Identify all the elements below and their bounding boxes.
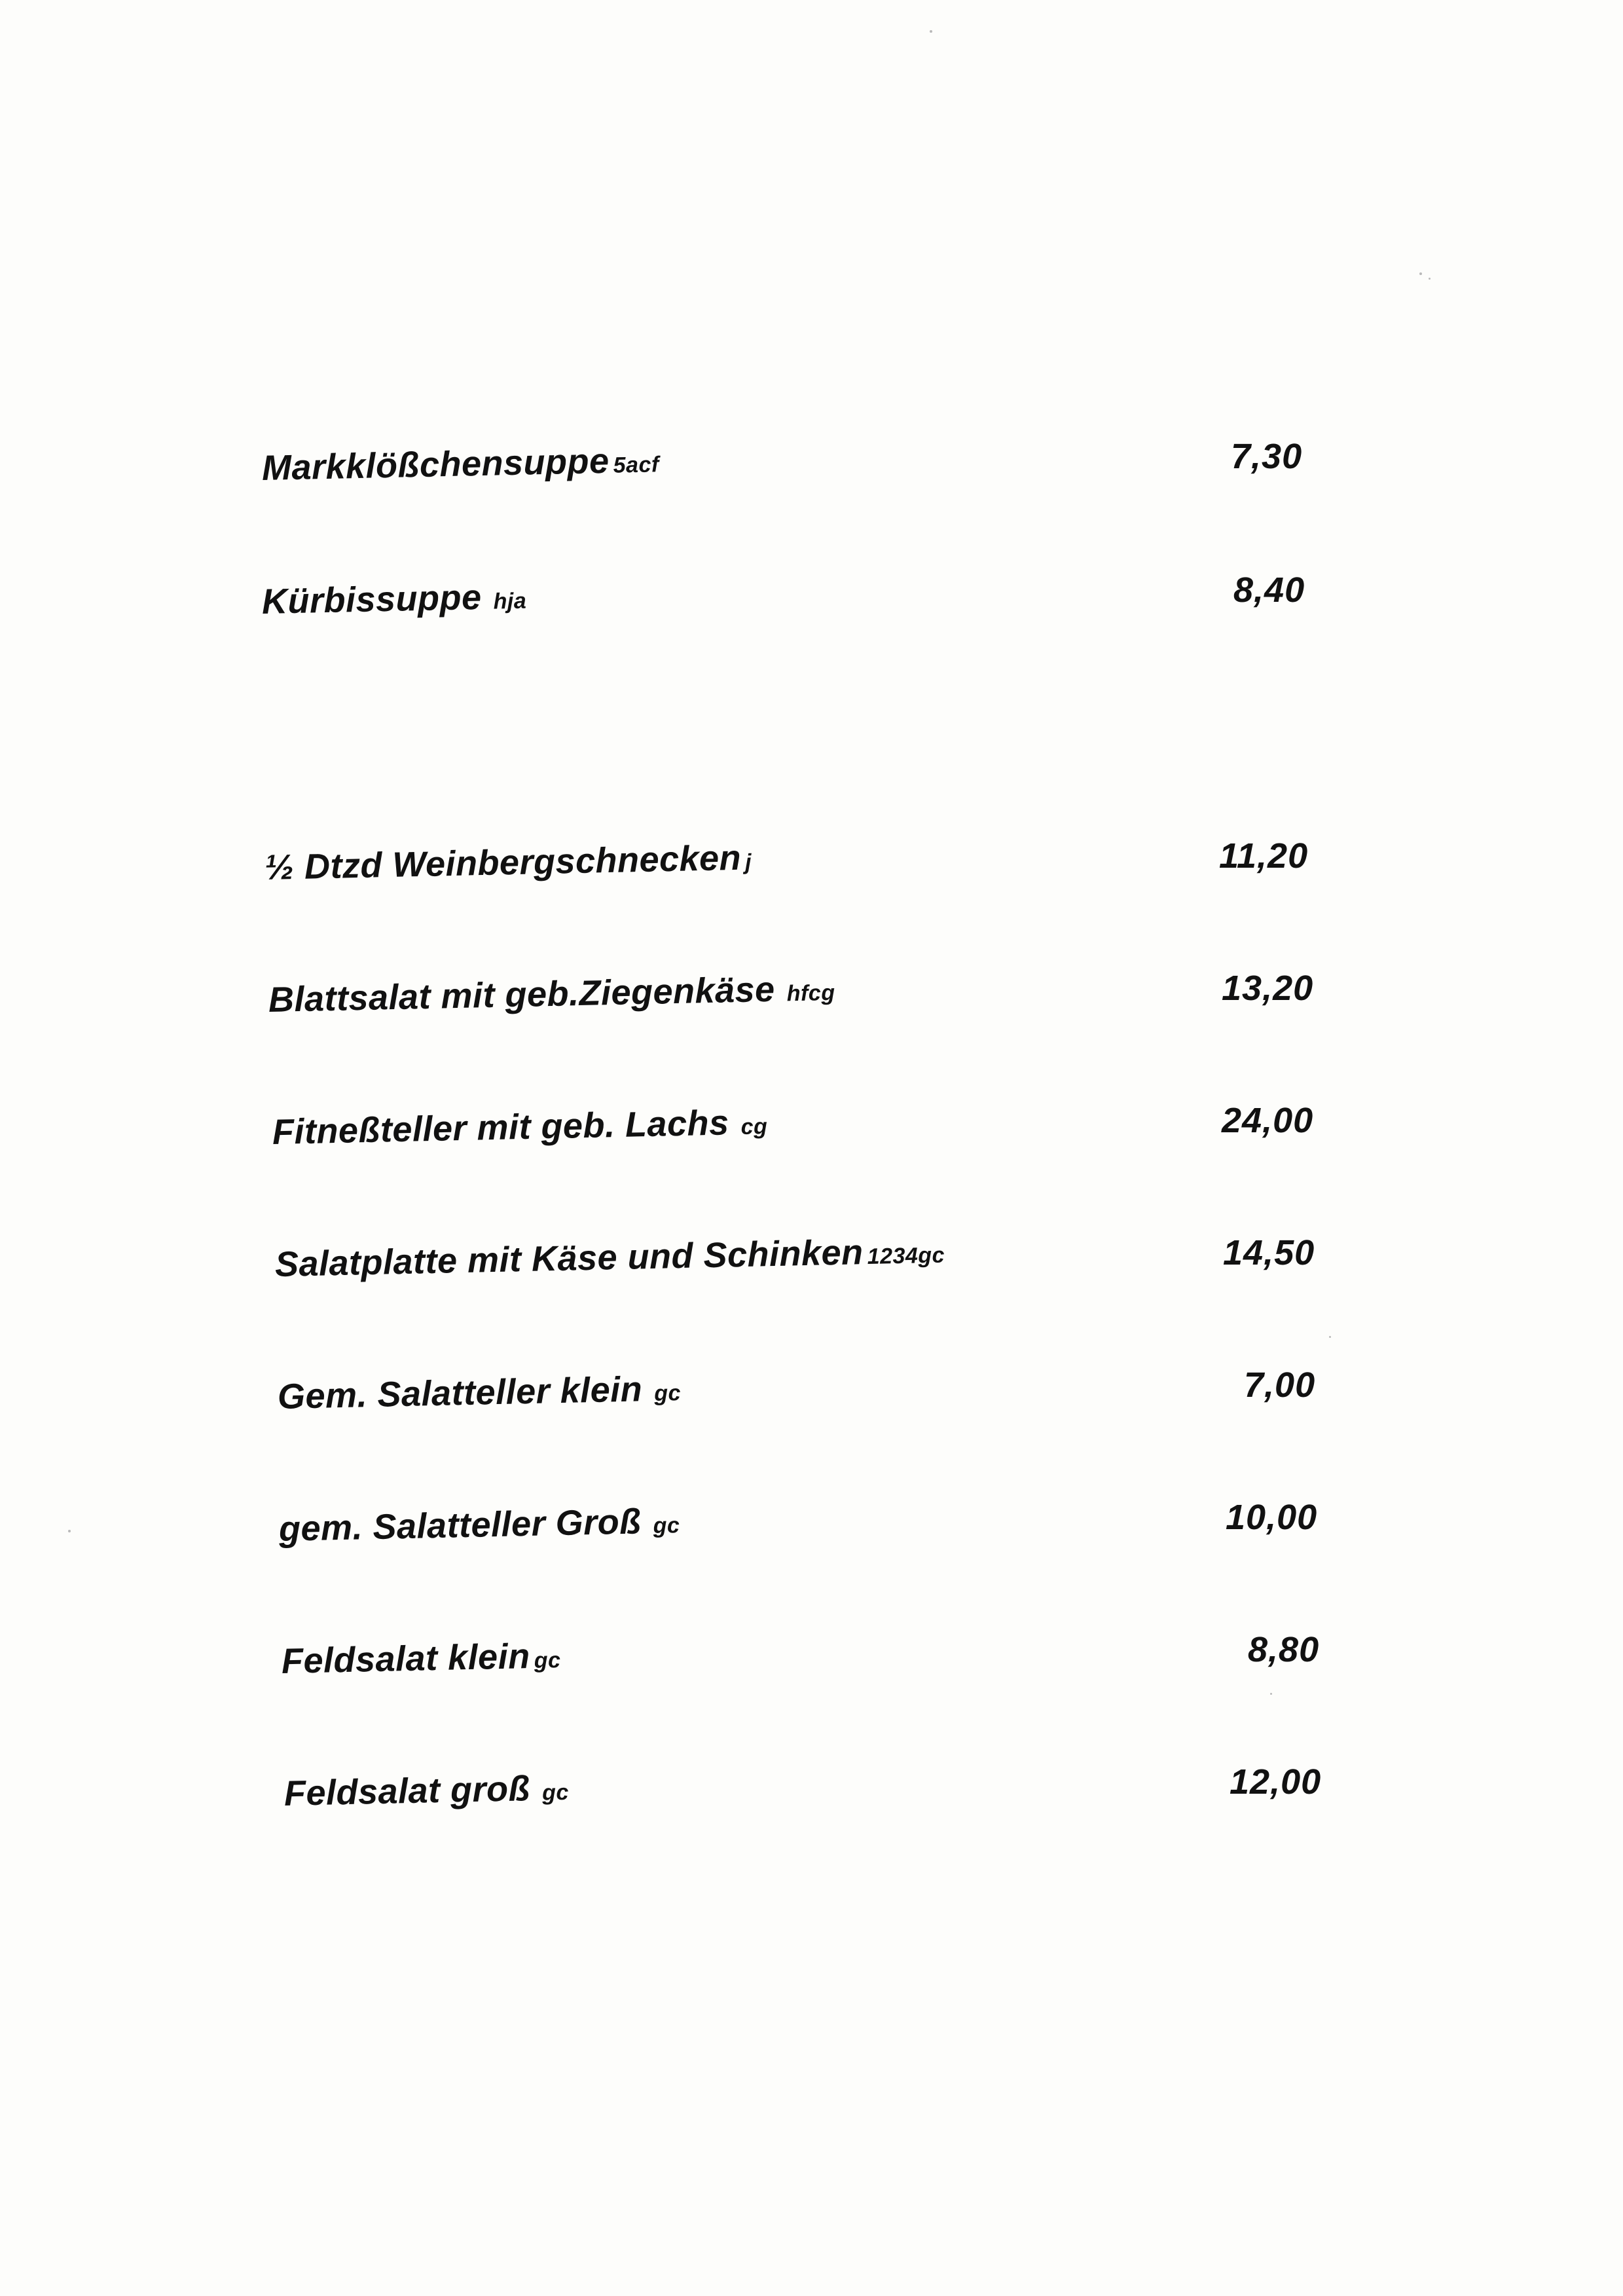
menu-item-allergens: gc (653, 1380, 682, 1406)
menu-item-allergens: 1234gc (867, 1242, 945, 1270)
scan-speck (68, 1530, 71, 1532)
menu-item-allergens: gc (534, 1648, 561, 1673)
menu-item (274, 1233, 945, 1282)
menu-item-name: Blattsalat mit geb.Ziegenkäse (268, 969, 776, 1020)
menu-item-name: Markklößchensuppe (261, 441, 610, 488)
menu-item-price: 11,20 (1219, 836, 1309, 876)
menu-item-price: 8,80 (1248, 1630, 1320, 1669)
menu-item (283, 1770, 569, 1811)
menu-item-price: 13,20 (1222, 969, 1314, 1008)
menu-item-allergens: gc (541, 1779, 570, 1805)
menu-item (261, 442, 659, 486)
menu-item-price: 7,00 (1244, 1365, 1316, 1405)
menu-item-name: ½ Dtzd Weinbergschnecken (264, 838, 742, 887)
menu-item-price: 8,40 (1233, 570, 1305, 610)
menu-item-price: 7,30 (1231, 437, 1303, 476)
menu-item-name: Fitneßteller mit geb. Lachs (272, 1103, 730, 1152)
menu-item-allergens: hja (493, 588, 527, 614)
menu-item-name: gem. Salatteller Groß (278, 1502, 642, 1549)
scan-speck (930, 30, 932, 33)
menu-item (261, 579, 526, 620)
menu-item-allergens: hfcg (786, 980, 835, 1007)
menu-item-name: Gem. Salatteller klein (277, 1369, 643, 1416)
menu-item (277, 1371, 681, 1415)
menu-item-name: Feldsalat groß (283, 1769, 531, 1813)
menu-item-name: Kürbissuppe (261, 577, 483, 621)
menu-item (281, 1638, 560, 1679)
menu-item-price: 10,00 (1226, 1498, 1318, 1537)
scan-speck (1329, 1336, 1331, 1338)
menu-item (272, 1104, 767, 1150)
menu-item-price: 12,00 (1230, 1762, 1322, 1802)
scan-speck (1419, 272, 1422, 275)
menu-item-price: 24,00 (1222, 1101, 1314, 1140)
menu-item-allergens: gc (653, 1513, 680, 1539)
menu-item (264, 840, 752, 885)
scan-speck (1270, 1693, 1272, 1695)
menu-item (278, 1503, 680, 1547)
menu-item-allergens: 5acf (613, 452, 660, 478)
menu-item-price: 14,50 (1223, 1233, 1315, 1272)
menu-item-name: Feldsalat klein (281, 1637, 531, 1681)
scan-speck (1429, 278, 1431, 280)
menu-item-allergens: j (744, 849, 752, 875)
menu-item-name: Salatplatte mit Käse und Schinken (274, 1232, 864, 1284)
menu-item (268, 971, 835, 1018)
menu-item-allergens: cg (740, 1114, 768, 1140)
